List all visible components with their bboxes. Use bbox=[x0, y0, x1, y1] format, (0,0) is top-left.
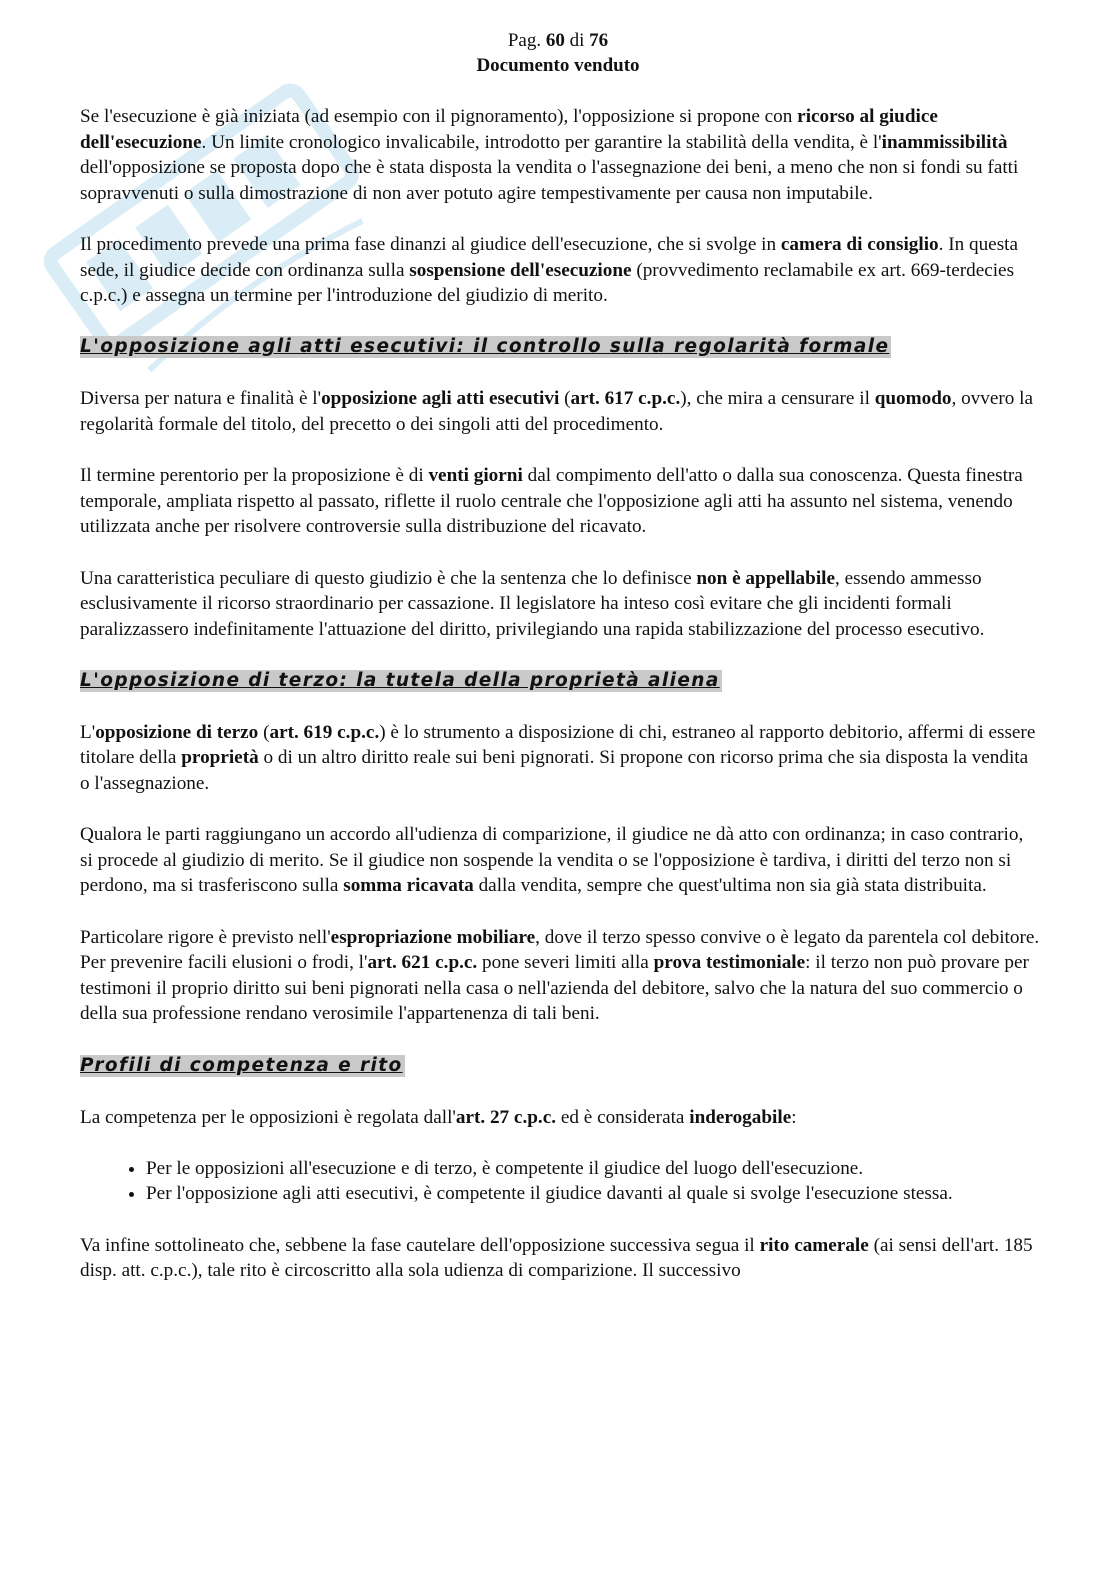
paragraph: Una caratteristica peculiare di questo giudizio è che la sentenza che lo definisce non è appellabile, essendo ammesso esclusivamente il ricorso straordinario per cassazione. Il legislatore ha inteso così evitare che gli incidenti formali paralizzassero indefinitamente l'attuazione del diritto, privilegiando una rapida stabilizzazione del processo esecutivo. bbox=[80, 567, 985, 640]
list-item: • Per l'opposizione agli atti esecutivi, è competente il giudice davanti al quale si svolge l'esecuzione stessa. bbox=[146, 1181, 1040, 1207]
bullet-list bbox=[80, 1156, 1040, 1207]
paragraph: Se l'esecuzione è già iniziata (ad esempio con il pignoramento), l'opposizione si propone con ricorso al giudice dell'esecuzione. Un limite cronologico invalicabile, introdotto per garantire la stabilità della vendita, è l'inammissibilità dell'opposizione se proposta dopo che è stata disposta la vendita o l'assegnazione dei beni, a meno che non si fondi su fatti sopravvenuti o sulla dimostrazione di non aver potuto agire tempestivamente per causa non imputabile. bbox=[80, 106, 1019, 204]
list-item: • Per le opposizioni all'esecuzione e di terzo, è competente il giudice del luogo dell'esecuzione. bbox=[146, 1156, 1040, 1182]
paragraph: Particolare rigore è previsto nell'espropriazione mobiliare, dove il terzo spesso convive o è legato da parentela col debitore. Per prevenire facili elusioni o frodi, l'art. 621 c.p.c. pone severi limiti alla prova testimoniale: il terzo non può provare per testimoni il proprio diritto sui beni pignorati nella casa o nell'azienda del debitore, salvo che la natura del suo commercio o della sua professione rendano verosimile l'appartenenza di tali beni. bbox=[80, 926, 1040, 1025]
page-number: Pag. 60 di 76 bbox=[507, 30, 609, 51]
paragraph: Il termine perentorio per la proposizione è di venti giorni dal compimento dell'atto o dalla sua conoscenza. Questa finestra temporale, ampliata rispetto al passato, riflette il ruolo centrale che l'opposizione agli atti ha assunto nel sistema, venendo utilizzata anche per risolvere controversie sulla distribuzione del ricavato. bbox=[80, 465, 1023, 538]
paragraph: Va infine sottolineato che, sebbene la fase cautelare dell'opposizione successiva segua il rito camerale (ai sensi dell'art. 185 disp. att. c.p.c.), tale rito è circoscritto alla sola udienza di comparizione. Il successivo bbox=[80, 1234, 1033, 1282]
section-heading-competenza: Profili di competenza e rito bbox=[80, 1054, 403, 1076]
document-title: Documento venduto bbox=[476, 55, 640, 76]
section-heading-atti-esecutivi: L'opposizione agli atti esecutivi: il controllo sulla regolarità formale bbox=[80, 336, 890, 358]
paragraph: Diversa per natura e finalità è l'opposizione agli atti esecutivi (art. 617 c.p.c.), che mira a censurare il quomodo, ovvero la regolarità formale del titolo, del precetto o dei singoli atti del procedimento. bbox=[80, 388, 1034, 435]
paragraph: L'opposizione di terzo (art. 619 c.p.c.) è lo strumento a disposizione di chi, estraneo al rapporto debitorio, affermi di essere titolare della proprietà o di un altro diritto reale sui beni pignorati. Si propone con ricorso prima che sia disposta la vendita o l'assegnazione. bbox=[80, 721, 1036, 795]
paragraph: La competenza per le opposizioni è regolata dall'art. 27 c.p.c. ed è considerata inderogabile: bbox=[80, 1106, 797, 1128]
section-heading-opposizione-terzo: L'opposizione di terzo: la tutela della proprietà aliena bbox=[80, 669, 720, 691]
page-header bbox=[0, 28, 1116, 78]
paragraph: Qualora le parti raggiungano un accordo all'udienza di comparizione, il giudice ne dà atto con ordinanza; in caso contrario, si procede al giudizio di merito. Se il giudice non sospende la vendita o se l'opposizione è tardiva, i diritti del terzo non si perdono, ma si trasferiscono sulla somma ricavata dalla vendita, sempre che quest'ultima non sia già stata distribuita. bbox=[80, 824, 1024, 897]
paragraph: Il procedimento prevede una prima fase dinanzi al giudice dell'esecuzione, che si svolge in camera di consiglio. In questa sede, il giudice decide con ordinanza sulla sospensione dell'esecuzione (provvedimento reclamabile ex art. 669-terdecies c.p.c.) e assegna un termine per l'introduzione del giudizio di merito. bbox=[80, 233, 1019, 307]
document-body bbox=[80, 104, 1040, 1309]
